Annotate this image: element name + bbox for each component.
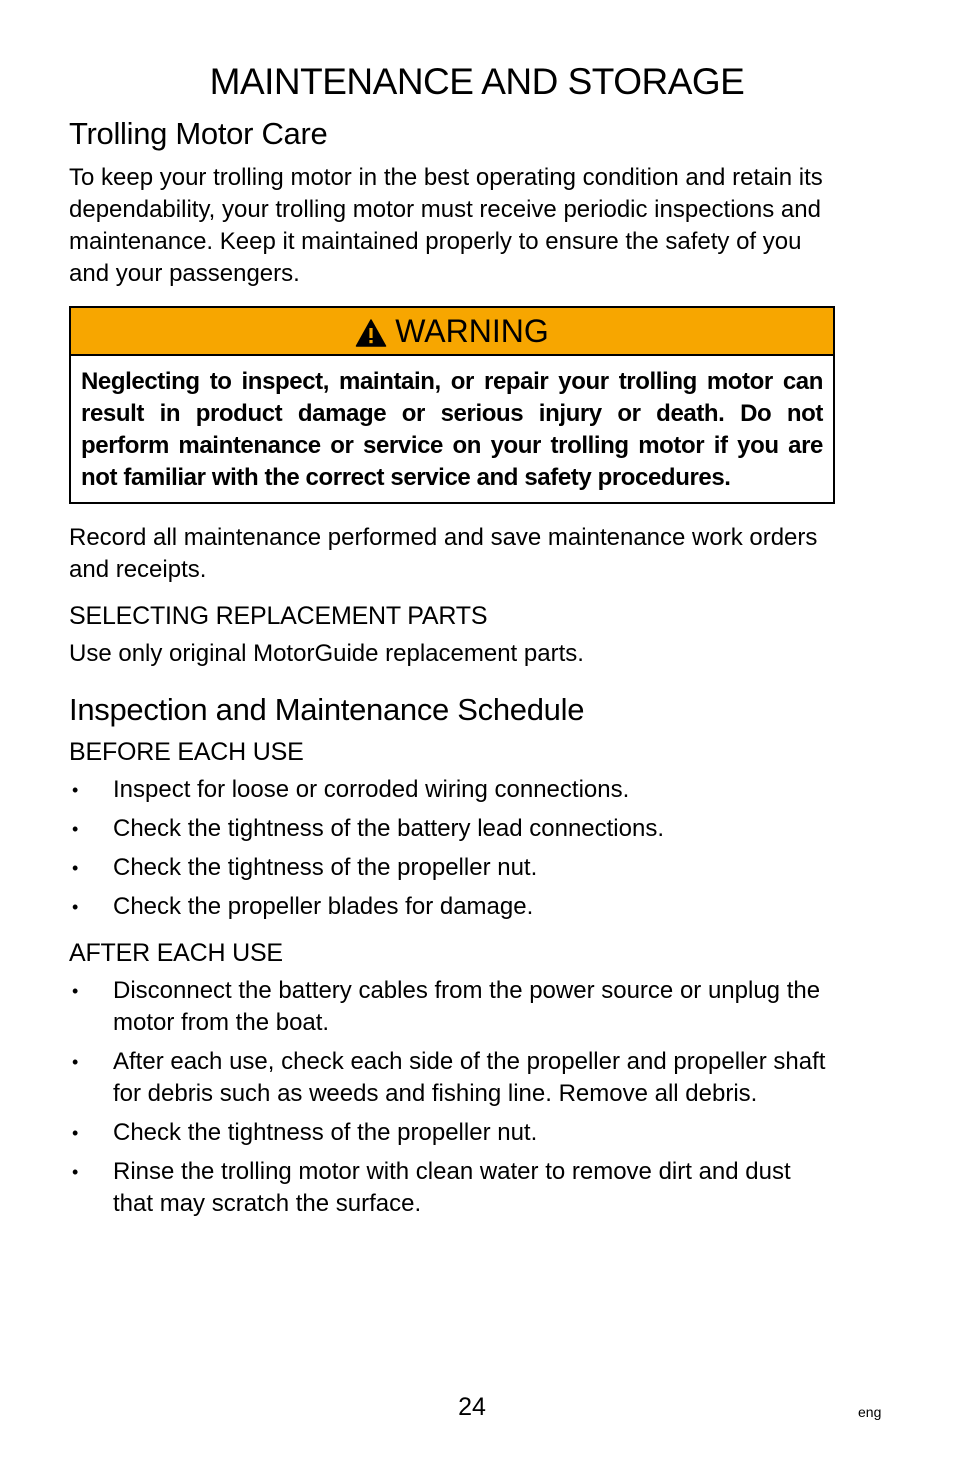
before-each-use-list — [69, 774, 835, 923]
bullet-icon: • — [72, 981, 79, 1001]
record-maintenance-paragraph: Record all maintenance performed and save maintenance work orders and receipts. — [69, 524, 818, 583]
warning-label: WARNING — [395, 313, 549, 349]
replacement-parts-text: Use only original MotorGuide replacement parts. — [69, 640, 584, 667]
intro-paragraph: To keep your trolling motor in the best operating condition and retain its dependability, your trolling motor must receive periodic inspections and maintenance. Keep it maintained properly to ensure the safety of you and your passengers. — [69, 164, 823, 287]
list-item: • Check the tightness of the battery lead connections. — [69, 813, 835, 845]
page-content — [69, 114, 835, 1227]
after-each-use-heading: AFTER EACH USE — [69, 939, 283, 967]
bullet-icon: • — [72, 858, 79, 878]
warning-box — [69, 306, 835, 504]
list-item: • Disconnect the battery cables from the power source or unplug the motor from the boat. — [72, 977, 821, 1036]
list-item: • Inspect for loose or corroded wiring connections. — [69, 774, 835, 806]
list-item: • Check the tightness of the propeller nut. — [69, 852, 835, 884]
language-code: eng — [858, 1404, 882, 1420]
replacement-parts-heading: SELECTING REPLACEMENT PARTS — [69, 602, 488, 630]
bullet-icon: • — [72, 819, 79, 839]
bullet-icon: • — [72, 897, 79, 917]
section-heading-trolling-motor-care: Trolling Motor Care — [69, 116, 328, 151]
warning-text: Neglecting to inspect, maintain, or repair your trolling motor can result in product damage or serious injury or death. Do not perform maintenance or service on your trolling motor if you are not familiar with the correct service and safety procedures. — [81, 368, 823, 491]
list-item: • Check the tightness of the propeller nut. — [69, 1117, 835, 1149]
bullet-icon: • — [72, 1123, 79, 1143]
after-each-use-list — [69, 975, 835, 1220]
list-item: • After each use, check each side of the propeller and propeller shaft for debris such as weeds and fishing line. Remove all debris. — [72, 1048, 826, 1107]
bullet-icon: • — [72, 1052, 79, 1072]
warning-triangle-icon — [355, 318, 387, 348]
warning-header — [71, 308, 833, 356]
before-each-use-heading: BEFORE EACH USE — [69, 738, 304, 766]
bullet-icon: • — [72, 1162, 79, 1182]
page-number: 24 — [458, 1393, 486, 1421]
section-heading-schedule: Inspection and Maintenance Schedule — [69, 692, 585, 727]
page-title: MAINTENANCE AND STORAGE — [209, 61, 745, 102]
list-item: • Rinse the trolling motor with clean water to remove dirt and dust that may scratch the surface. — [72, 1158, 791, 1217]
bullet-icon: • — [72, 780, 79, 800]
list-item: • Check the propeller blades for damage. — [69, 891, 835, 923]
